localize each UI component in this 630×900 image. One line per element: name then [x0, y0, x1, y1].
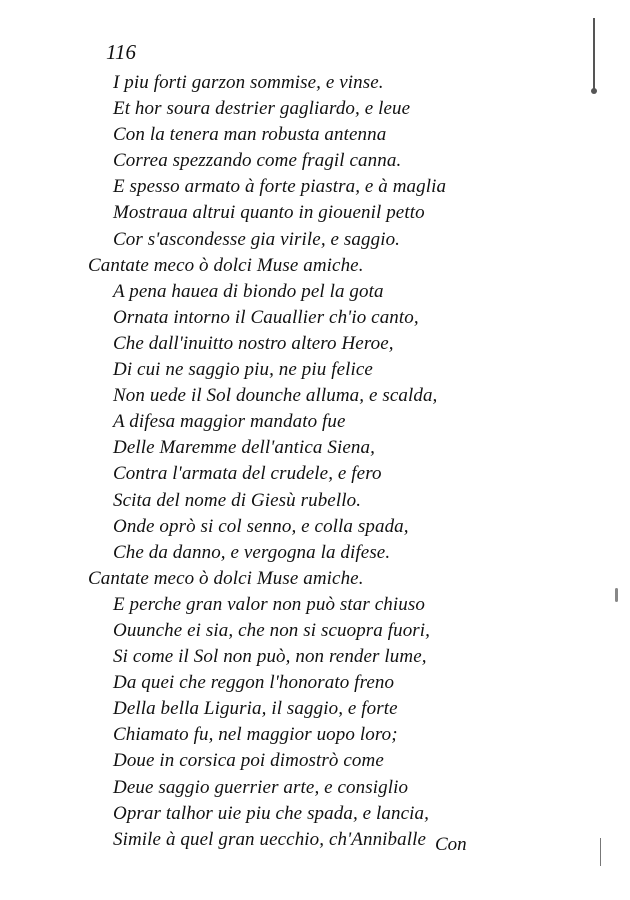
margin-rule-mark — [593, 18, 595, 90]
verse-line: A difesa maggior mandato fue — [113, 411, 346, 433]
page-number: 116 — [106, 40, 136, 64]
verse-line: I piu forti garzon sommise, e vinse. — [113, 72, 384, 93]
verse-line: Oprar talhor uie piu che spada, e lancia, — [113, 802, 429, 824]
margin-edge-mark — [600, 838, 601, 866]
refrain-line: Cantate meco ò dolci Muse amiche. — [88, 254, 364, 276]
verse-line: E spesso armato à forte piastra, e à maglia — [113, 176, 447, 198]
verse-line: Si come il Sol non può, non render lume, — [113, 646, 427, 668]
verse-line: Con la tenera man robusta antenna — [113, 124, 387, 146]
verse-line: Simile à quel gran uecchio, ch'Anniballe — [113, 828, 427, 850]
verse-line: Che da danno, e vergogna la difese. — [113, 541, 391, 563]
poem-verses — [0, 70, 630, 853]
verse-line: Chiamato fu, nel maggior uopo loro; — [113, 724, 398, 746]
verse-line: Mostraua altrui quanto in giouenil petto — [113, 202, 425, 224]
verse-line: Correa spezzando come fragil canna. — [113, 150, 402, 172]
verse-line: A pena hauea di biondo pel la gota — [113, 280, 384, 302]
verse-line: Deue saggio guerrier arte, e consiglio — [113, 776, 409, 798]
catchword: Con — [435, 834, 467, 855]
verse-line: Ornata intorno il Cauallier ch'io canto, — [113, 306, 419, 328]
verse-line: Di cui ne saggio piu, ne piu felice — [113, 359, 373, 381]
refrain-line: Cantate meco ò dolci Muse amiche. — [88, 567, 364, 589]
verse-line: Che dall'inuitto nostro altero Heroe, — [113, 332, 394, 354]
ink-speck — [615, 588, 618, 602]
verse-line: Contra l'armata del crudele, e fero — [113, 463, 382, 485]
verse-line: Et hor soura destrier gagliardo, e leue — [113, 98, 411, 120]
verse-line: Doue in corsica poi dimostrò come — [113, 750, 384, 772]
verse-line: Ouunche ei sia, che non si scuopra fuori, — [113, 619, 431, 641]
verse-line: Della bella Liguria, il saggio, e forte — [113, 698, 398, 720]
verse-line: Cor s'ascondesse gia virile, e saggio. — [113, 228, 401, 250]
verse-line: Non uede il Sol dounche alluma, e scalda, — [113, 385, 438, 407]
verse-line: Onde oprò si col senno, e colla spada, — [113, 515, 409, 537]
verse-line: E perche gran valor non può star chiuso — [113, 593, 425, 615]
verse-line: Da quei che reggon l'honorato freno — [113, 672, 395, 694]
verse-line: Delle Maremme dell'antica Siena, — [113, 437, 375, 459]
verse-line: Scita del nome di Giesù rubello. — [113, 489, 362, 511]
